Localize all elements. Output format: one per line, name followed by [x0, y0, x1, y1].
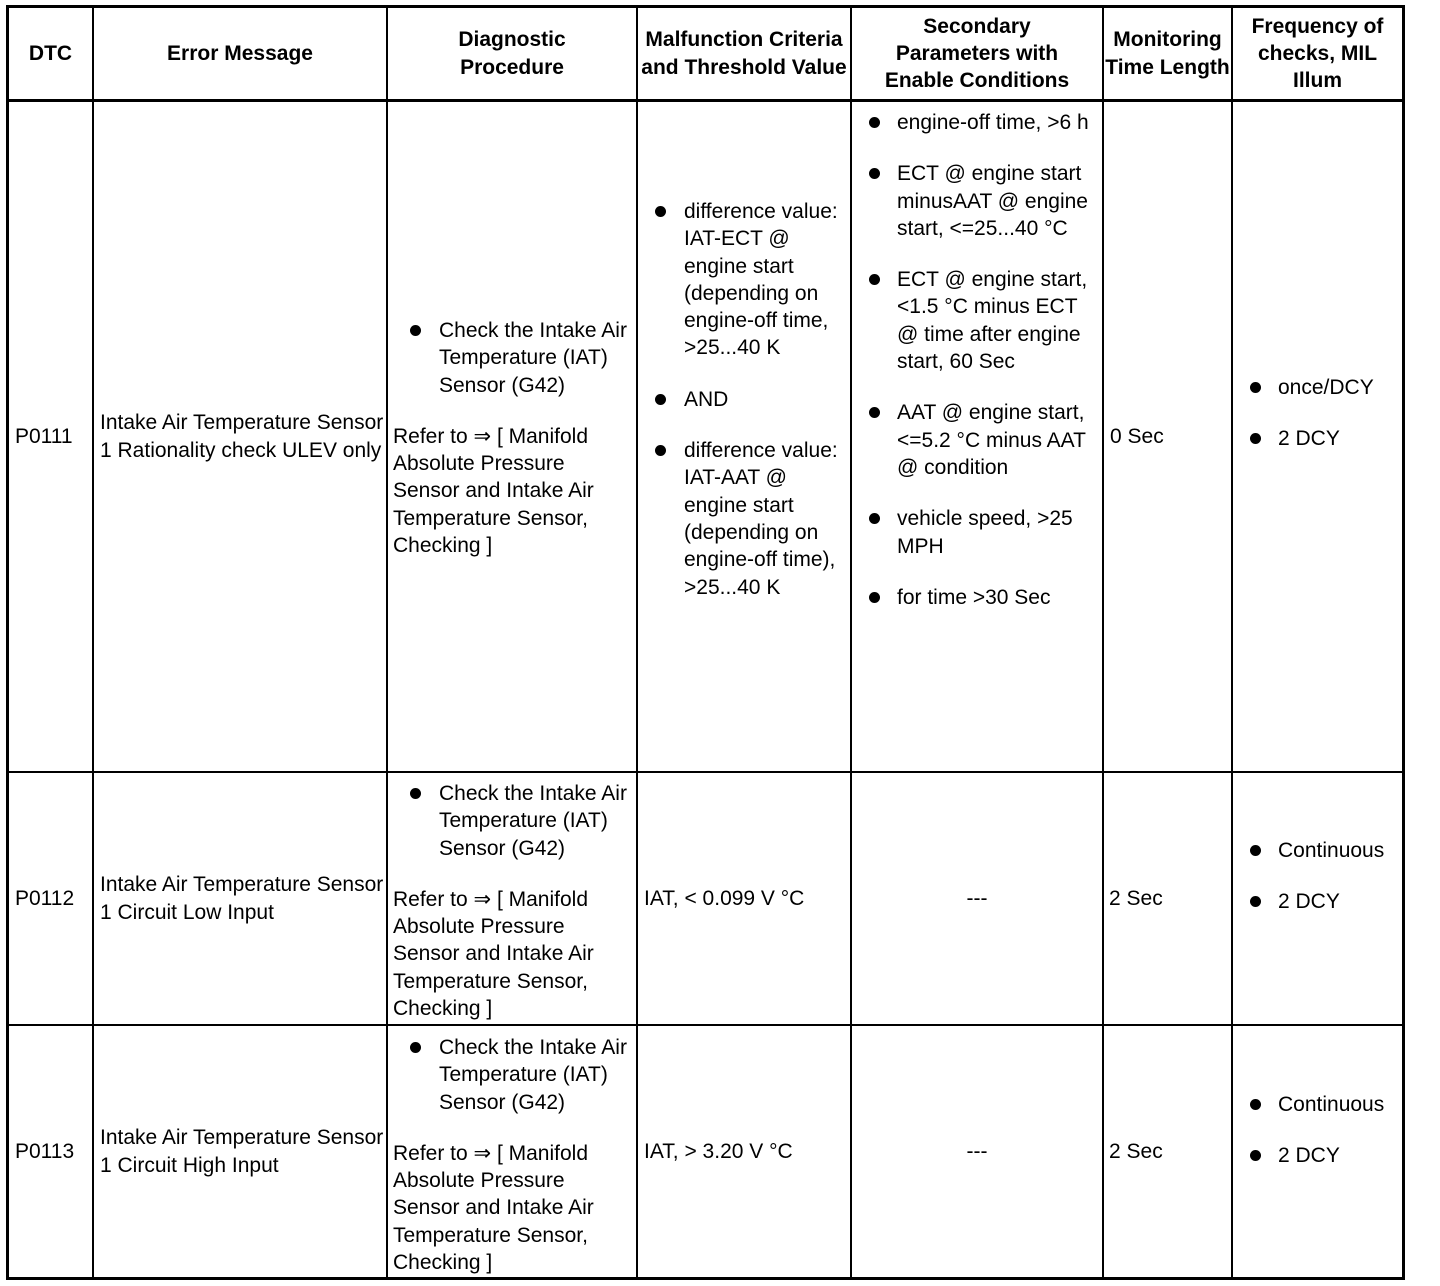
frequency-list	[1233, 837, 1402, 916]
frequency-item	[1233, 837, 1402, 864]
bullet-icon	[1250, 1150, 1261, 1161]
criteria-item-text: difference value: IAT-AAT @ engine start (depending on engine-off time), >25...40 K	[684, 439, 838, 599]
row-p0111-dtc	[15, 102, 92, 771]
secondary-item	[852, 584, 1102, 611]
frequency-item	[1233, 888, 1402, 915]
procedure-item-text: Check the Intake Air Temperature (IAT) Sensor (G42)	[439, 1036, 627, 1114]
bullet-icon	[869, 592, 880, 603]
frequency-item-text: 2 DCY	[1278, 427, 1340, 451]
frequency-item-text: 2 DCY	[1278, 890, 1340, 914]
error-message: Intake Air Temperature Sensor 1 Circuit Low Input	[100, 873, 384, 924]
bullet-icon	[869, 407, 880, 418]
bullet-icon	[1250, 382, 1261, 393]
column-divider	[1231, 8, 1233, 1277]
procedure-item-text: Check the Intake Air Temperature (IAT) Sensor (G42)	[439, 319, 627, 397]
header-dtc	[9, 8, 92, 99]
row-p0111-secondary	[852, 109, 1102, 611]
row-p0111-frequency	[1233, 374, 1402, 453]
frequency-item	[1233, 1091, 1402, 1118]
header-monitoring-time-label: Monitoring Time Length	[1105, 28, 1230, 79]
header-error-message	[94, 8, 386, 99]
dtc-code: P0113	[15, 1139, 75, 1163]
dtc-code: P0111	[15, 424, 73, 448]
criteria-text: IAT, > 3.20 V °C	[644, 1139, 793, 1163]
secondary-item-text: for time >30 Sec	[897, 585, 1051, 609]
frequency-item	[1233, 374, 1402, 401]
criteria-list	[638, 198, 850, 601]
monitoring-time: 2 Sec	[1109, 886, 1163, 910]
bullet-icon	[655, 206, 666, 217]
header-dtc-label: DTC	[28, 41, 73, 65]
procedure-refer-link[interactable]: Refer to ⇒ [ Manifold Absolute Pressure Sensor and Intake Air Temperature Sensor, Checking ]	[393, 1141, 594, 1275]
row-p0113-error-message	[100, 1026, 384, 1277]
secondary-item	[852, 399, 1102, 481]
procedure-list	[393, 317, 636, 399]
monitoring-time: 2 Sec	[1109, 1139, 1163, 1163]
row-p0111-procedure	[393, 317, 636, 559]
header-secondary-parameters	[852, 8, 1102, 99]
secondary-item-text: engine-off time, >6 h	[897, 111, 1089, 134]
row-p0113-procedure	[393, 1034, 636, 1276]
secondary-item	[852, 160, 1102, 242]
procedure-refer-link[interactable]: Refer to ⇒ [ Manifold Absolute Pressure Sensor and Intake Air Temperature Sensor, Checking ]	[393, 887, 594, 1021]
frequency-item	[1233, 425, 1402, 452]
bullet-icon	[1250, 845, 1261, 856]
header-secondary-parameters-label: Secondary Parameters with Enable Conditions	[884, 14, 1070, 93]
header-frequency-label: Frequency of checks, MIL Illum	[1251, 14, 1384, 93]
criteria-item	[638, 437, 850, 601]
row-p0113-criteria	[644, 1026, 850, 1277]
procedure-item	[393, 780, 636, 862]
error-message: Intake Air Temperature Sensor 1 Rationality check ULEV only	[100, 411, 384, 462]
header-malfunction-criteria	[638, 8, 850, 99]
monitoring-time: 0 Sec	[1110, 424, 1164, 448]
procedure-list	[393, 780, 636, 862]
procedure-item	[393, 1034, 636, 1116]
procedure-list	[393, 1034, 636, 1116]
bullet-icon	[869, 117, 880, 128]
frequency-list	[1233, 374, 1402, 453]
frequency-item-text: once/DCY	[1278, 376, 1374, 399]
header-monitoring-time	[1104, 8, 1231, 99]
row-p0112-secondary	[852, 773, 1102, 1024]
frequency-list	[1233, 1091, 1402, 1170]
bullet-icon	[655, 394, 666, 405]
secondary-item-text: vehicle speed, >25 MPH	[897, 507, 1073, 558]
row-p0113-frequency	[1233, 1091, 1402, 1170]
procedure-item-text: Check the Intake Air Temperature (IAT) Sensor (G42)	[439, 782, 627, 860]
bullet-icon	[1250, 896, 1261, 907]
dtc-code: P0112	[15, 886, 75, 910]
criteria-item-text: difference value: IAT-ECT @ engine start (depending on engine-off time, >25...40 K	[684, 200, 838, 360]
row-p0113-secondary	[852, 1026, 1102, 1277]
row-p0112-procedure	[393, 780, 636, 1022]
secondary-list	[852, 109, 1102, 611]
row-p0113-dtc	[15, 1026, 92, 1277]
secondary-item-text: ECT @ engine start minusAAT @ engine start, <=25...40 °C	[897, 162, 1088, 240]
column-divider	[386, 8, 388, 1277]
row-p0112-criteria	[644, 773, 850, 1024]
column-divider	[1102, 8, 1104, 1277]
procedure-item	[393, 317, 636, 399]
secondary-item	[852, 505, 1102, 560]
bullet-icon	[410, 788, 421, 799]
secondary-text: ---	[966, 886, 988, 910]
criteria-item	[638, 198, 850, 362]
bullet-icon	[1250, 433, 1261, 444]
bullet-icon	[869, 513, 880, 524]
bullet-icon	[1250, 1099, 1261, 1110]
secondary-item	[852, 109, 1102, 136]
row-p0112-dtc	[15, 773, 92, 1024]
dtc-table	[6, 5, 1405, 1280]
header-malfunction-criteria-label: Malfunction Criteria and Threshold Value	[641, 28, 847, 79]
header-error-message-label: Error Message	[167, 41, 313, 65]
bullet-icon	[410, 325, 421, 336]
bullet-icon	[410, 1042, 421, 1053]
bullet-icon	[869, 274, 880, 285]
bullet-icon	[655, 445, 666, 456]
secondary-item-text: ECT @ engine start, <1.5 °C minus ECT @ time after engine start, 60 Sec	[897, 268, 1088, 374]
frequency-item	[1233, 1142, 1402, 1169]
frequency-item-text: Continuous	[1278, 839, 1385, 862]
secondary-item	[852, 266, 1102, 375]
row-p0111-error-message	[100, 102, 384, 771]
row-p0111-criteria	[638, 198, 850, 601]
header-diagnostic-procedure-label: Diagnostic Procedure	[458, 28, 566, 79]
column-divider	[92, 8, 94, 1277]
header-frequency	[1233, 8, 1402, 99]
header-diagnostic-procedure	[388, 8, 636, 99]
criteria-text: IAT, < 0.099 V °C	[644, 886, 805, 910]
row-p0112-frequency	[1233, 837, 1402, 916]
frequency-item-text: 2 DCY	[1278, 1144, 1340, 1168]
secondary-text: ---	[966, 1139, 988, 1163]
error-message: Intake Air Temperature Sensor 1 Circuit High Input	[100, 1126, 384, 1177]
row-p0112-error-message	[100, 773, 384, 1024]
row-p0113-monitoring-time	[1109, 1026, 1231, 1277]
frequency-item-text: Continuous	[1278, 1093, 1385, 1116]
secondary-item-text: AAT @ engine start, <=5.2 °C minus AAT @ condition	[897, 401, 1086, 479]
criteria-item	[638, 386, 850, 413]
procedure-refer-link[interactable]: Refer to ⇒ [ Manifold Absolute Pressure Sensor and Intake Air Temperature Sensor, Checking ]	[393, 424, 594, 558]
row-p0111-monitoring-time	[1110, 102, 1231, 771]
row-p0112-monitoring-time	[1109, 773, 1231, 1024]
criteria-item-text: AND	[684, 387, 729, 411]
bullet-icon	[869, 168, 880, 179]
